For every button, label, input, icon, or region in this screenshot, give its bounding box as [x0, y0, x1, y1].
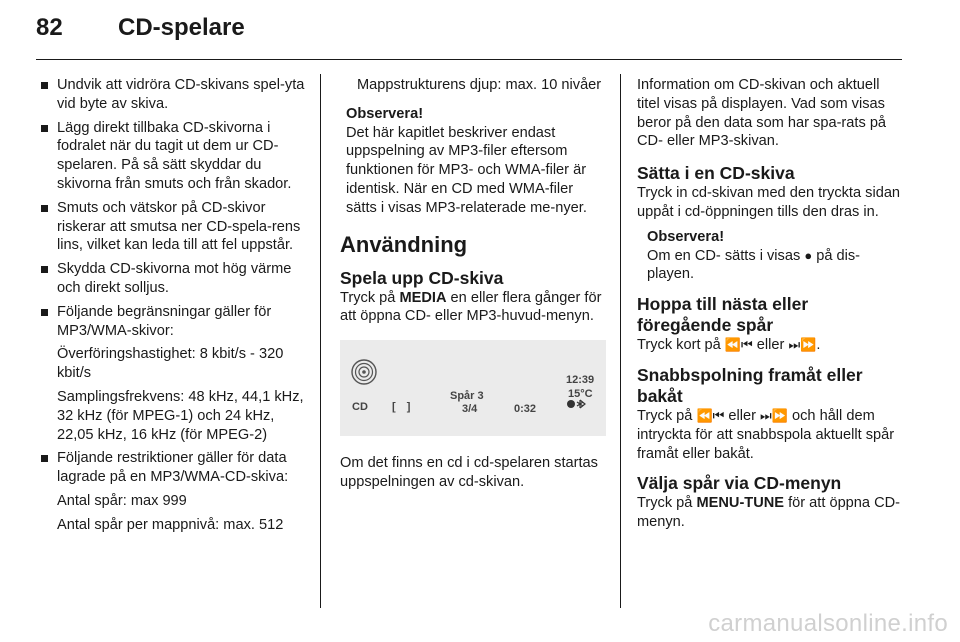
- media-button-label: MEDIA: [399, 289, 447, 306]
- previous-track-icon: ⏪⏮: [724, 337, 753, 353]
- bullet-item: Följande restriktioner gäller för data lagrade på en MP3/WMA-CD-skiva:: [40, 449, 308, 487]
- bluetooth-icon: [566, 398, 590, 410]
- heading-skip-track: Hoppa till nästa eller föregående spår: [637, 294, 809, 336]
- fast-prefix: Tryck på: [637, 407, 697, 424]
- bullet-item: Följande begränsningar gäller för MP3/WMA-skivor:: [40, 303, 308, 341]
- header-rule: [36, 59, 902, 60]
- heading-cd-menu: Välja spår via CD-menyn: [637, 473, 842, 494]
- display-info-text: Information om CD-skivan och aktuell titel visas på displayen. Vad som visas beror på den data som har spa-rats på CD- eller MP3-skivan.: [637, 77, 887, 150]
- heading-insert-cd: Sätta i en CD-skiva: [637, 163, 795, 184]
- fast-instructions: [637, 407, 905, 463]
- menu-instructions: [637, 494, 905, 532]
- watermark: carmanualsonline.info: [708, 610, 948, 637]
- display-elapsed: 0:32: [514, 403, 537, 416]
- column-divider: [620, 74, 621, 608]
- display-source: CD: [352, 401, 368, 414]
- bullet-item: Undvik att vidröra CD-skivans spel-yta vid byte av skiva.: [40, 76, 308, 114]
- note-title: Observera!: [647, 228, 725, 245]
- bullet-item: Lägg direkt tillbaka CD-skivorna i fodralet när du tagit ut dem ur CD-spelaren. På så sätt skyddar du skivorna från smuts och från skador.: [40, 119, 308, 194]
- section-heading-usage: Användning: [340, 231, 468, 257]
- page-title: CD-spelare: [118, 14, 245, 41]
- play-prefix: Tryck på: [340, 289, 400, 306]
- play-suffix: en eller flera gånger för att öppna CD- eller MP3-huvud-menyn.: [340, 289, 602, 325]
- note-box: [340, 105, 606, 218]
- max-tracks: Antal spår: max 999: [57, 492, 187, 509]
- page-number: 82: [36, 14, 63, 41]
- heading-fast-forward: Snabbspolning framåt eller bakåt: [637, 364, 863, 406]
- play-instructions: [340, 289, 606, 327]
- skip-prefix: Tryck kort på: [637, 337, 725, 354]
- max-tracks-per-level: Antal spår per mappnivå: max. 512: [57, 516, 284, 533]
- menu-tune-button-label: MENU-TUNE: [696, 495, 785, 512]
- cd-display-illustration: [340, 340, 606, 436]
- page-header: [36, 14, 916, 54]
- autoplay-text: Om det finns en cd i cd-spelaren startas uppspelningen av cd-skivan.: [340, 455, 598, 490]
- insert-instructions: Tryck in cd-skivan med den tryckta sidan uppåt i cd-öppningen tills den dras in.: [637, 185, 901, 220]
- bullet-item: Skydda CD-skivorna mot hög värme och direkt solljus.: [40, 260, 308, 298]
- column-2: [340, 76, 606, 498]
- sampling-rate: Samplingsfrekvens: 48 kHz, 44,1 kHz, 32 kHz (för MPEG-1) och 24 kHz, 22,05 kHz, 16 kHz (för MPEG-2): [57, 388, 304, 443]
- bullet-item: Smuts och vätskor på CD-skivor riskerar att smutsa ner CD-spela-rens lins, vilket kan leda till att fel uppstår.: [40, 199, 308, 255]
- column-3: [637, 76, 905, 538]
- display-clock: 12:39: [566, 374, 595, 387]
- note-text: [647, 247, 905, 285]
- skip-or: eller: [752, 337, 789, 354]
- display-track-count: 3/4: [462, 403, 478, 416]
- disc-indicator-icon: ●: [804, 247, 813, 263]
- heading-play-cd: Spela upp CD-skiva: [340, 267, 504, 288]
- rewind-icon: ⏪⏮: [696, 407, 725, 423]
- note-title: Observera!: [346, 105, 424, 122]
- display-temperature: 15°C: [568, 388, 593, 401]
- skip-suffix: .: [816, 337, 821, 354]
- menu-suffix: för att öppna CD-menyn.: [637, 495, 901, 531]
- fast-suffix: och håll dem intryckta för att snabbspola aktuellt spår framåt eller bakåt.: [637, 407, 895, 462]
- next-track-icon: ⏭⏩: [788, 337, 817, 353]
- transfer-rate: Överföringshastighet: 8 kbit/s - 320 kbit/s: [57, 346, 284, 382]
- display-track: Spår 3: [450, 390, 484, 403]
- skip-instructions: [637, 336, 905, 355]
- menu-prefix: Tryck på: [637, 495, 697, 512]
- note-prefix: Om en CD- sätts i visas: [647, 247, 805, 264]
- folder-depth: Mappstrukturens djup: max. 10 nivåer: [357, 77, 602, 93]
- column-1: [40, 76, 308, 540]
- fast-or: eller: [724, 407, 761, 424]
- cd-disc-icon: [350, 358, 378, 386]
- note-suffix: på dis-playen.: [647, 247, 861, 283]
- fast-forward-icon: ⏭⏩: [760, 407, 788, 423]
- display-brackets: [ ]: [392, 401, 415, 414]
- column-divider: [320, 74, 321, 608]
- note-box: [637, 228, 905, 284]
- note-text: Det här kapitlet beskriver endast uppspelning av MP3-filer eftersom funktionen för MP3- och WMA-filer är identisk. När en CD med WMA-filer sätts i visas MP3-relaterade me-nyer.: [346, 124, 587, 216]
